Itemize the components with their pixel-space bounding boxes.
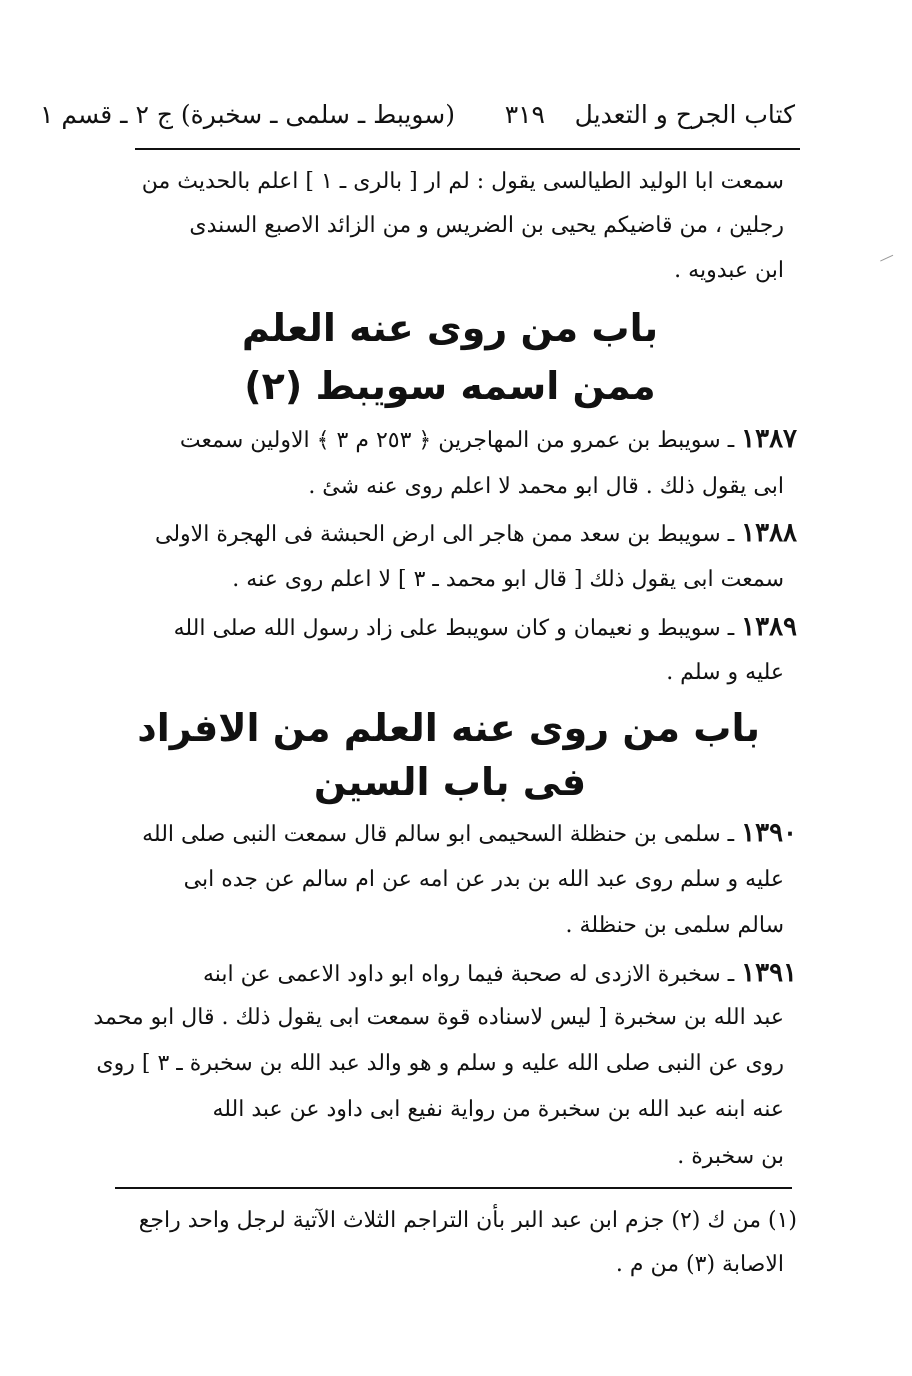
entry-number: ١٣٨٨ [741, 518, 797, 548]
book-title: كتاب الجرح و التعديل [574, 100, 795, 129]
footnote-line-1: (١) من ك (٢) جزم ابن عبد البر بأن التراجم الثلاث الآتية لرجل واحد راجع [138, 1208, 797, 1233]
entry-1389-line-2: عليه و سلم . [666, 660, 784, 685]
entry-text: ـ سويبط بن سعد ممن هاجر الى ارض الحبشة فى الهجرة الاولى [155, 522, 735, 547]
entry-1391-line-5: بن سخبرة . [677, 1144, 784, 1169]
footnote-line-2: الاصابة (٣) من م . [615, 1252, 784, 1277]
running-header [39, 88, 795, 138]
entry-1388-line-1 [117, 518, 797, 550]
margin-mark [877, 247, 893, 261]
section-heading-1-sub: ممن اسمه سويبط (٢) [244, 364, 656, 408]
entry-1390-line-1 [117, 818, 797, 850]
entry-text: ـ سخبرة الازدى له صحبة فيما رواه ابو داود الاعمى عن ابنه [202, 962, 735, 987]
entry-number: ١٣٩١ [741, 958, 797, 988]
intro-line-2: رجلين ، من قاضيكم يحيى بن الضريس و من الزائد الاصبع السندى [189, 213, 784, 238]
header-rule [135, 148, 800, 150]
entry-1389-line-1 [117, 612, 797, 644]
page-number: ٣١٩ [504, 100, 545, 129]
intro-line-1: سمعت ابا الوليد الطيالسى يقول : لم ار [ بالرى ـ ١ ] اعلم بالحديث من [141, 169, 784, 194]
entry-1387-line-2: ابى يقول ذلك . قال ابو محمد لا اعلم روى عنه شئ . [308, 474, 784, 499]
entry-1387-line-1 [117, 424, 797, 456]
entry-text: ـ سويبط و نعيمان و كان سويبط على زاد رسول الله صلى الله [173, 616, 735, 641]
entry-1391-line-1 [117, 958, 797, 990]
entry-1391-line-2: عبد الله بن سخبرة [ ليس لاسناده قوة سمعت ابى يقول ذلك . قال ابو محمد [93, 1005, 784, 1030]
entry-text: ـ سلمى بن حنظلة السحيمى ابو سالم قال سمعت النبى صلى الله [142, 822, 735, 847]
entry-text: ـ سويبط بن عمرو من المهاجرين ﴿ ٢٥٣ م ٣ ﴾ الاولين سمعت [179, 428, 735, 453]
intro-line-3: ابن عبدويه . [674, 258, 784, 283]
entry-1388-line-2: سمعت ابى يقول ذلك [ قال ابو محمد ـ ٣ ] لا اعلم روى عنه . [232, 567, 784, 592]
section-heading-1: باب من روى عنه العلم [241, 306, 659, 350]
entry-1390-line-3: سالم سلمى بن حنظلة . [565, 913, 784, 938]
entry-number: ١٣٨٧ [741, 424, 797, 454]
page-subject: (سويبط ـ سلمى ـ سخبرة) ج ٢ ـ قسم ١ [39, 100, 455, 129]
section-heading-2: باب من روى عنه العلم من الافراد [137, 706, 760, 750]
entry-number: ١٣٨٩ [741, 612, 797, 642]
entry-1390-line-2: عليه و سلم روى عبد الله بن بدر عن امه عن ام سالم عن جده ابى [183, 867, 784, 892]
entry-1391-line-4: عنه ابنه عبد الله بن سخبرة من رواية نفيع ابى داود عن عبد الله [212, 1097, 784, 1122]
section-heading-2-sub: فى باب السين [313, 760, 587, 804]
footnote-rule [115, 1187, 792, 1189]
entry-1391-line-3: روى عن النبى صلى الله عليه و سلم و هو والد عبد الله بن سخبرة ـ ٣ ] روى [96, 1051, 784, 1076]
entry-number: ١٣٩٠ [741, 818, 797, 848]
